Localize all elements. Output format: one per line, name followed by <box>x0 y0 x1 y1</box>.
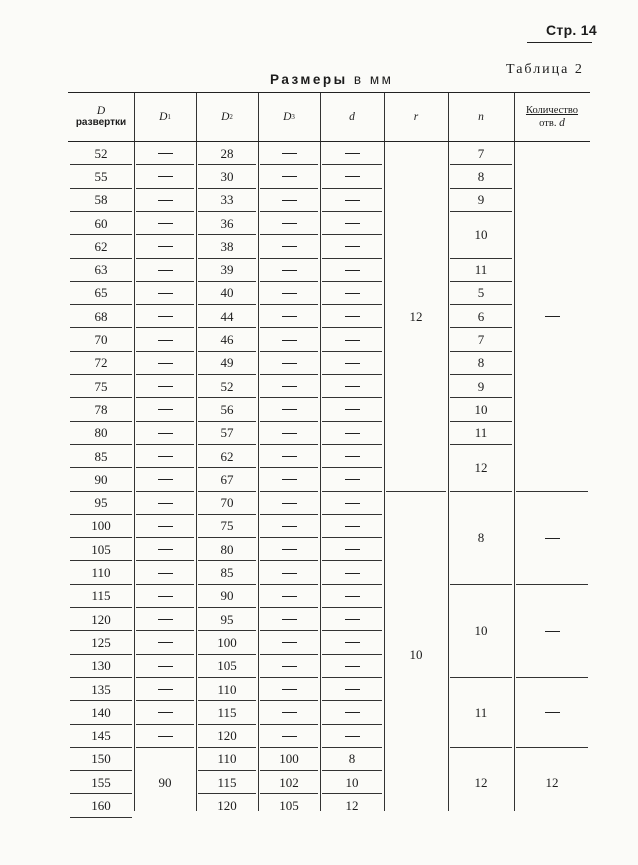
header-D3-symbol: D <box>283 111 292 123</box>
cell-d: 72 <box>94 355 108 371</box>
cell-d: 75 <box>94 378 108 394</box>
cell-d2: 28 <box>220 145 234 161</box>
column-divider <box>384 93 385 811</box>
cell-hole-count-group <box>514 620 590 642</box>
cell-n-group: 7 <box>477 332 485 348</box>
cell-n-group: 8 <box>477 168 485 184</box>
dash-mark <box>282 223 297 224</box>
cell-d3 <box>258 399 320 421</box>
cell-d2: 44 <box>220 308 234 324</box>
dash-mark <box>545 538 560 539</box>
cell-d3 <box>258 585 320 607</box>
cell-hole-count-group <box>514 527 590 549</box>
cell-d1 <box>134 562 196 584</box>
cell-n-group: 7 <box>477 145 485 161</box>
cell-n-group: 11 <box>474 704 488 720</box>
cell-d3 <box>258 143 320 165</box>
cell-d1 <box>134 329 196 351</box>
table-label: Таблица 2 <box>506 62 584 77</box>
cell-d2: 105 <box>217 658 237 674</box>
cell-d1 <box>134 585 196 607</box>
cell-d3: 102 <box>279 774 299 790</box>
cell-d: 78 <box>94 401 108 417</box>
cell-d3 <box>258 189 320 211</box>
dash-mark <box>345 549 360 550</box>
cell-d: 80 <box>94 425 108 441</box>
group-rule <box>450 444 512 445</box>
header-D2-sub: 2 <box>229 113 233 121</box>
cell-d <box>320 166 384 188</box>
header-D2-symbol: D <box>221 111 230 123</box>
dash-mark <box>545 631 560 632</box>
cell-d <box>320 282 384 304</box>
cell-d <box>320 515 384 537</box>
dash-mark <box>158 596 173 597</box>
dash-mark <box>158 270 173 271</box>
cell-r-group: 10 <box>409 646 423 662</box>
cell-d <box>320 236 384 258</box>
group-rule <box>516 747 588 748</box>
cell-n-group: 6 <box>477 308 485 324</box>
dash-mark <box>282 503 297 504</box>
cell-d1 <box>134 469 196 491</box>
dash-mark <box>345 176 360 177</box>
dash-mark <box>345 316 360 317</box>
cell-d3 <box>258 515 320 537</box>
dash-mark <box>345 689 360 690</box>
cell-d: 150 <box>91 751 111 767</box>
cell-d <box>320 679 384 701</box>
cell-d <box>320 376 384 398</box>
group-rule <box>450 211 512 212</box>
dash-mark <box>282 363 297 364</box>
dash-mark <box>345 642 360 643</box>
units-caption-unit: мм <box>369 72 394 87</box>
dash-mark <box>345 596 360 597</box>
group-rule <box>516 677 588 678</box>
cell-d3 <box>258 725 320 747</box>
dash-mark <box>345 223 360 224</box>
cell-d1 <box>134 166 196 188</box>
cell-d2: 33 <box>220 192 234 208</box>
cell-d <box>320 585 384 607</box>
dash-mark <box>345 363 360 364</box>
header-D3 <box>258 94 320 140</box>
row-rule <box>136 747 194 748</box>
dash-mark <box>158 689 173 690</box>
dash-mark <box>282 666 297 667</box>
group-rule <box>516 491 588 492</box>
cell-d <box>320 446 384 468</box>
cell-d3: 105 <box>279 798 299 814</box>
dash-mark <box>158 246 173 247</box>
cell-d2: 39 <box>220 262 234 278</box>
dash-mark <box>282 386 297 387</box>
cell-d <box>320 702 384 724</box>
cell-d <box>320 259 384 281</box>
dash-mark <box>158 340 173 341</box>
dash-mark <box>282 293 297 294</box>
cell-d3 <box>258 632 320 654</box>
cell-d1 <box>134 632 196 654</box>
cell-d1 <box>134 189 196 211</box>
cell-d <box>320 632 384 654</box>
cell-d1 <box>134 702 196 724</box>
cell-d <box>320 213 384 235</box>
cell-d <box>320 609 384 631</box>
cell-n-group: 10 <box>474 227 488 243</box>
cell-d: 65 <box>94 285 108 301</box>
cell-d2: 120 <box>217 798 237 814</box>
cell-r-group: 12 <box>409 308 423 324</box>
cell-d3 <box>258 376 320 398</box>
cell-d1 <box>134 282 196 304</box>
cell-d3 <box>258 166 320 188</box>
dash-mark <box>345 736 360 737</box>
cell-d <box>320 655 384 677</box>
cell-d1 <box>134 352 196 374</box>
cell-d: 115 <box>91 588 111 604</box>
cell-hole-count-group <box>514 702 590 724</box>
dash-mark <box>282 573 297 574</box>
cell-d: 70 <box>94 332 108 348</box>
dash-mark <box>282 316 297 317</box>
cell-d: 110 <box>91 565 111 581</box>
dash-mark <box>345 456 360 457</box>
cell-d2: 36 <box>220 215 234 231</box>
cell-hole-count-group <box>514 306 590 328</box>
header-r <box>384 94 448 140</box>
cell-d: 62 <box>94 238 108 254</box>
dash-mark <box>345 712 360 713</box>
cell-d2: 67 <box>220 471 234 487</box>
dash-mark <box>282 456 297 457</box>
cell-d1 <box>134 515 196 537</box>
dash-mark <box>282 409 297 410</box>
cell-d2: 100 <box>217 634 237 650</box>
header-D-text: развертки <box>75 117 127 128</box>
dash-mark <box>282 549 297 550</box>
page-number: Стр. 14 <box>546 22 597 38</box>
dash-mark <box>282 270 297 271</box>
dash-mark <box>282 689 297 690</box>
dash-mark <box>345 340 360 341</box>
dash-mark <box>282 736 297 737</box>
dash-mark <box>345 270 360 271</box>
cell-d2: 95 <box>220 611 234 627</box>
dash-mark <box>282 642 297 643</box>
dash-mark <box>158 456 173 457</box>
cell-d: 10 <box>345 774 359 790</box>
group-rule <box>386 491 446 492</box>
header-count-symbol: d <box>559 116 565 129</box>
dash-mark <box>545 712 560 713</box>
cell-d3 <box>258 352 320 374</box>
dash-mark <box>158 176 173 177</box>
dash-mark <box>158 293 173 294</box>
cell-d: 95 <box>94 495 108 511</box>
dash-mark <box>345 433 360 434</box>
cell-d: 12 <box>345 798 359 814</box>
dimensions-table <box>68 92 590 812</box>
cell-d: 155 <box>91 774 111 790</box>
dash-mark <box>282 619 297 620</box>
cell-d1 <box>134 306 196 328</box>
cell-d3 <box>258 655 320 677</box>
dash-mark <box>158 526 173 527</box>
cell-d: 145 <box>91 728 111 744</box>
cell-d3 <box>258 539 320 561</box>
dash-mark <box>158 409 173 410</box>
cell-d3 <box>258 562 320 584</box>
dash-mark <box>282 526 297 527</box>
header-D1 <box>134 94 196 140</box>
dash-mark <box>158 666 173 667</box>
units-caption-word: Размеры <box>270 72 348 87</box>
dash-mark <box>345 666 360 667</box>
cell-n-group: 10 <box>474 401 488 417</box>
cell-d: 58 <box>94 192 108 208</box>
header-D3-sub: 3 <box>291 113 295 121</box>
cell-n-group: 9 <box>477 378 485 394</box>
cell-d2: 115 <box>217 704 237 720</box>
cell-d <box>320 399 384 421</box>
cell-d <box>320 329 384 351</box>
header-count-line2-text: отв. <box>539 117 557 129</box>
cell-d: 120 <box>91 611 111 627</box>
cell-d: 52 <box>94 145 108 161</box>
cell-d1 <box>134 259 196 281</box>
dash-mark <box>282 246 297 247</box>
cell-d: 60 <box>94 215 108 231</box>
row-rule <box>70 817 132 818</box>
units-caption-prep: в <box>353 72 364 87</box>
cell-d2: 75 <box>220 518 234 534</box>
cell-d2: 56 <box>220 401 234 417</box>
cell-n-group: 11 <box>474 425 488 441</box>
dash-mark <box>282 340 297 341</box>
cell-d2: 62 <box>220 448 234 464</box>
cell-d1 <box>134 539 196 561</box>
cell-d3 <box>258 213 320 235</box>
dash-mark <box>158 386 173 387</box>
dash-mark <box>282 200 297 201</box>
cell-d1 <box>134 492 196 514</box>
cell-d2: 120 <box>217 728 237 744</box>
cell-d <box>320 422 384 444</box>
cell-d <box>320 143 384 165</box>
cell-n-group: 9 <box>477 192 485 208</box>
dash-mark <box>345 619 360 620</box>
cell-d3 <box>258 236 320 258</box>
cell-d: 8 <box>348 751 356 767</box>
group-rule <box>450 491 512 492</box>
table-top-rule <box>68 92 590 93</box>
cell-d: 55 <box>94 168 108 184</box>
dash-mark <box>345 246 360 247</box>
dash-mark <box>345 573 360 574</box>
cell-d <box>320 492 384 514</box>
dash-mark <box>345 409 360 410</box>
cell-d3 <box>258 259 320 281</box>
cell-d1 <box>134 679 196 701</box>
cell-d1 <box>134 446 196 468</box>
cell-d: 135 <box>91 681 111 697</box>
group-rule <box>516 584 588 585</box>
cell-d1 <box>134 376 196 398</box>
dash-mark <box>345 503 360 504</box>
cell-d3 <box>258 306 320 328</box>
dash-mark <box>158 549 173 550</box>
cell-d3 <box>258 469 320 491</box>
cell-d2: 49 <box>220 355 234 371</box>
cell-d1 <box>134 236 196 258</box>
dash-mark <box>158 712 173 713</box>
cell-d2: 30 <box>220 168 234 184</box>
dash-mark <box>345 386 360 387</box>
cell-d <box>320 469 384 491</box>
cell-d3 <box>258 446 320 468</box>
dash-mark <box>158 573 173 574</box>
cell-d <box>320 306 384 328</box>
dash-mark <box>282 176 297 177</box>
cell-n-group: 5 <box>477 285 485 301</box>
dash-mark <box>345 293 360 294</box>
group-rule <box>450 747 512 748</box>
cell-d3 <box>258 329 320 351</box>
group-rule <box>450 677 512 678</box>
cell-d2: 85 <box>220 565 234 581</box>
dash-mark <box>345 200 360 201</box>
cell-d2: 52 <box>220 378 234 394</box>
cell-d1 <box>134 725 196 747</box>
header-hole-count <box>514 94 590 140</box>
dash-mark <box>282 479 297 480</box>
cell-d2: 70 <box>220 495 234 511</box>
cell-hole-count-group: 12 <box>545 774 559 790</box>
header-n <box>448 94 514 140</box>
dash-mark <box>345 153 360 154</box>
dash-mark <box>158 479 173 480</box>
header-D1-symbol: D <box>159 111 168 123</box>
page-number-underline <box>527 42 592 43</box>
cell-d1 <box>134 655 196 677</box>
cell-d: 125 <box>91 634 111 650</box>
cell-d1 <box>134 422 196 444</box>
cell-d3 <box>258 492 320 514</box>
cell-d: 90 <box>94 471 108 487</box>
cell-d2: 57 <box>220 425 234 441</box>
cell-d <box>320 539 384 561</box>
header-D1-sub: 1 <box>167 113 171 121</box>
cell-d2: 40 <box>220 285 234 301</box>
cell-n-group: 12 <box>474 460 488 476</box>
cell-d3 <box>258 422 320 444</box>
header-D-symbol: D <box>96 105 106 117</box>
cell-d1-merged: 90 <box>158 774 172 790</box>
cell-d2: 38 <box>220 238 234 254</box>
header-n-symbol: n <box>478 111 484 123</box>
header-r-symbol: r <box>413 111 419 123</box>
header-d-symbol: d <box>349 111 355 123</box>
cell-d3 <box>258 702 320 724</box>
cell-d3: 100 <box>279 751 299 767</box>
units-caption <box>270 72 393 87</box>
cell-d2: 115 <box>217 774 237 790</box>
cell-d1 <box>134 143 196 165</box>
dash-mark <box>158 642 173 643</box>
cell-d2: 110 <box>217 751 237 767</box>
cell-d1 <box>134 399 196 421</box>
cell-n-group: 12 <box>474 774 488 790</box>
dash-mark <box>158 736 173 737</box>
cell-d3 <box>258 609 320 631</box>
cell-d <box>320 562 384 584</box>
dash-mark <box>282 433 297 434</box>
cell-d: 160 <box>91 798 111 814</box>
cell-n-group: 8 <box>477 530 485 546</box>
header-D-reamer <box>68 94 134 140</box>
cell-d2: 80 <box>220 541 234 557</box>
dash-mark <box>158 223 173 224</box>
dash-mark <box>282 153 297 154</box>
cell-d: 85 <box>94 448 108 464</box>
cell-d: 68 <box>94 308 108 324</box>
cell-d <box>320 352 384 374</box>
dash-mark <box>158 153 173 154</box>
cell-n-group: 8 <box>477 355 485 371</box>
header-d <box>320 94 384 140</box>
header-count-line1: Количество <box>525 104 579 116</box>
cell-d <box>320 725 384 747</box>
dash-mark <box>158 619 173 620</box>
cell-d <box>320 189 384 211</box>
cell-d2: 90 <box>220 588 234 604</box>
cell-d3 <box>258 679 320 701</box>
cell-n-group: 10 <box>474 623 488 639</box>
header-D2 <box>196 94 258 140</box>
dash-mark <box>158 316 173 317</box>
dash-mark <box>158 200 173 201</box>
cell-d1 <box>134 609 196 631</box>
dash-mark <box>158 363 173 364</box>
dash-mark <box>282 712 297 713</box>
dash-mark <box>158 433 173 434</box>
cell-d: 140 <box>91 704 111 720</box>
cell-d: 130 <box>91 658 111 674</box>
cell-d: 100 <box>91 518 111 534</box>
cell-d: 63 <box>94 262 108 278</box>
dash-mark <box>545 316 560 317</box>
group-rule <box>450 584 512 585</box>
dash-mark <box>345 479 360 480</box>
cell-d3 <box>258 282 320 304</box>
header-count-line2 <box>539 117 565 130</box>
dash-mark <box>282 596 297 597</box>
dash-mark <box>345 526 360 527</box>
cell-d1 <box>134 213 196 235</box>
cell-n-group: 11 <box>474 262 488 278</box>
cell-d2: 110 <box>217 681 237 697</box>
cell-d: 105 <box>91 541 111 557</box>
cell-d2: 46 <box>220 332 234 348</box>
dash-mark <box>158 503 173 504</box>
